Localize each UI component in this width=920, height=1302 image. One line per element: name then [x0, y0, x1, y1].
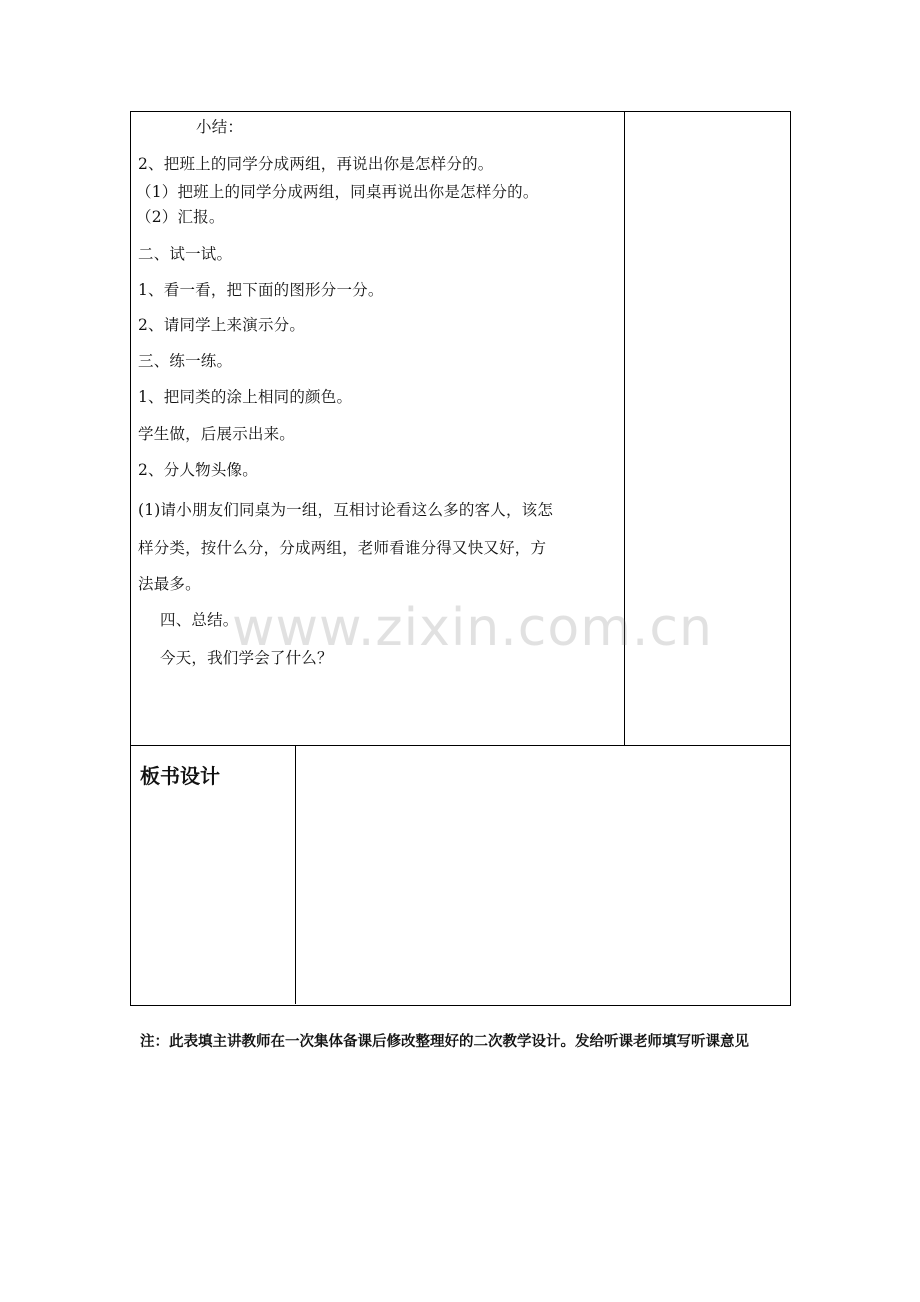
- lesson-line: （2）汇报。: [136, 208, 225, 226]
- table-divider-middle: [130, 745, 790, 746]
- lesson-line: 样分类，按什么分，分成两组，老师看谁分得又快又好，方: [138, 539, 547, 557]
- table-divider-board: [295, 745, 296, 1004]
- lesson-line-summary: 小结：: [196, 118, 244, 136]
- lesson-line: 1、看一看，把下面的图形分一分。: [138, 281, 384, 299]
- lesson-line: （1）把班上的同学分成两组，同桌再说出你是怎样分的。: [136, 183, 539, 201]
- lesson-line: (1)请小朋友们同桌为一组，互相讨论看这么多的客人，该怎: [138, 501, 554, 519]
- lesson-line: 2、请同学上来演示分。: [138, 316, 306, 334]
- lesson-line: 法最多。: [138, 575, 201, 593]
- lesson-line: 学生做，后展示出来。: [138, 425, 296, 443]
- watermark: www.zixin.com.cn: [232, 598, 713, 658]
- lesson-line: 2、把班上的同学分成两组，再说出你是怎样分的。: [138, 155, 494, 173]
- lesson-line: 今天，我们学会了什么？: [160, 649, 333, 667]
- footnote: 注：此表填主讲教师在一次集体备课后修改整理好的二次教学设计。发给听课老师填写听课意见: [140, 1033, 749, 1050]
- lesson-line: 2、分人物头像。: [138, 461, 258, 479]
- lesson-line: 四、总结。: [160, 611, 239, 629]
- board-design-title: 板书设计: [140, 764, 220, 788]
- lesson-line: 1、把同类的涂上相同的颜色。: [138, 388, 353, 406]
- lesson-line: 三、练一练。: [138, 352, 233, 370]
- lesson-line: 二、试一试。: [138, 245, 233, 263]
